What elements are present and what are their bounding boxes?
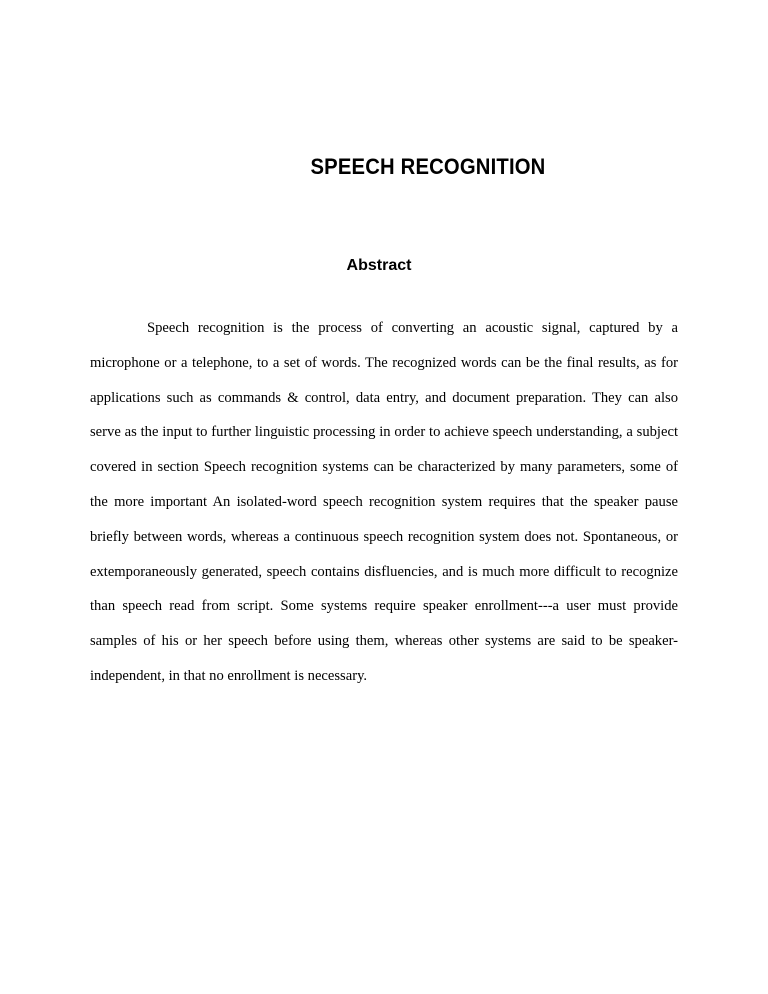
abstract-paragraph: Speech recognition is the process of converting an acoustic signal, captured by a microphone or a telephone, to a set of words. The recognized words can be the final results, as for applications such as commands & control, data entry, and document preparation. They can also serve as the input to further linguistic processing in order to achieve speech understanding, a subject covered in section Speech recognition systems can be characterized by many parameters, some of the more important An isolated-word speech recognition system requires that the speaker pause briefly between words, whereas a continuous speech recognition system does not. Spontaneous, or extemporaneously generated, speech contains disfluencies, and is much more difficult to recognize than speech read from script. Some systems require speaker enrollment---a user must provide samples of his or her speech before using them, whereas other systems are said to be speaker-independent, in that no enrollment is necessary. xyxy=(90,320,678,684)
abstract-heading: Abstract xyxy=(346,257,412,274)
abstract-heading-container xyxy=(0,257,768,275)
document-title: SPEECH RECOGNITION xyxy=(310,154,546,179)
